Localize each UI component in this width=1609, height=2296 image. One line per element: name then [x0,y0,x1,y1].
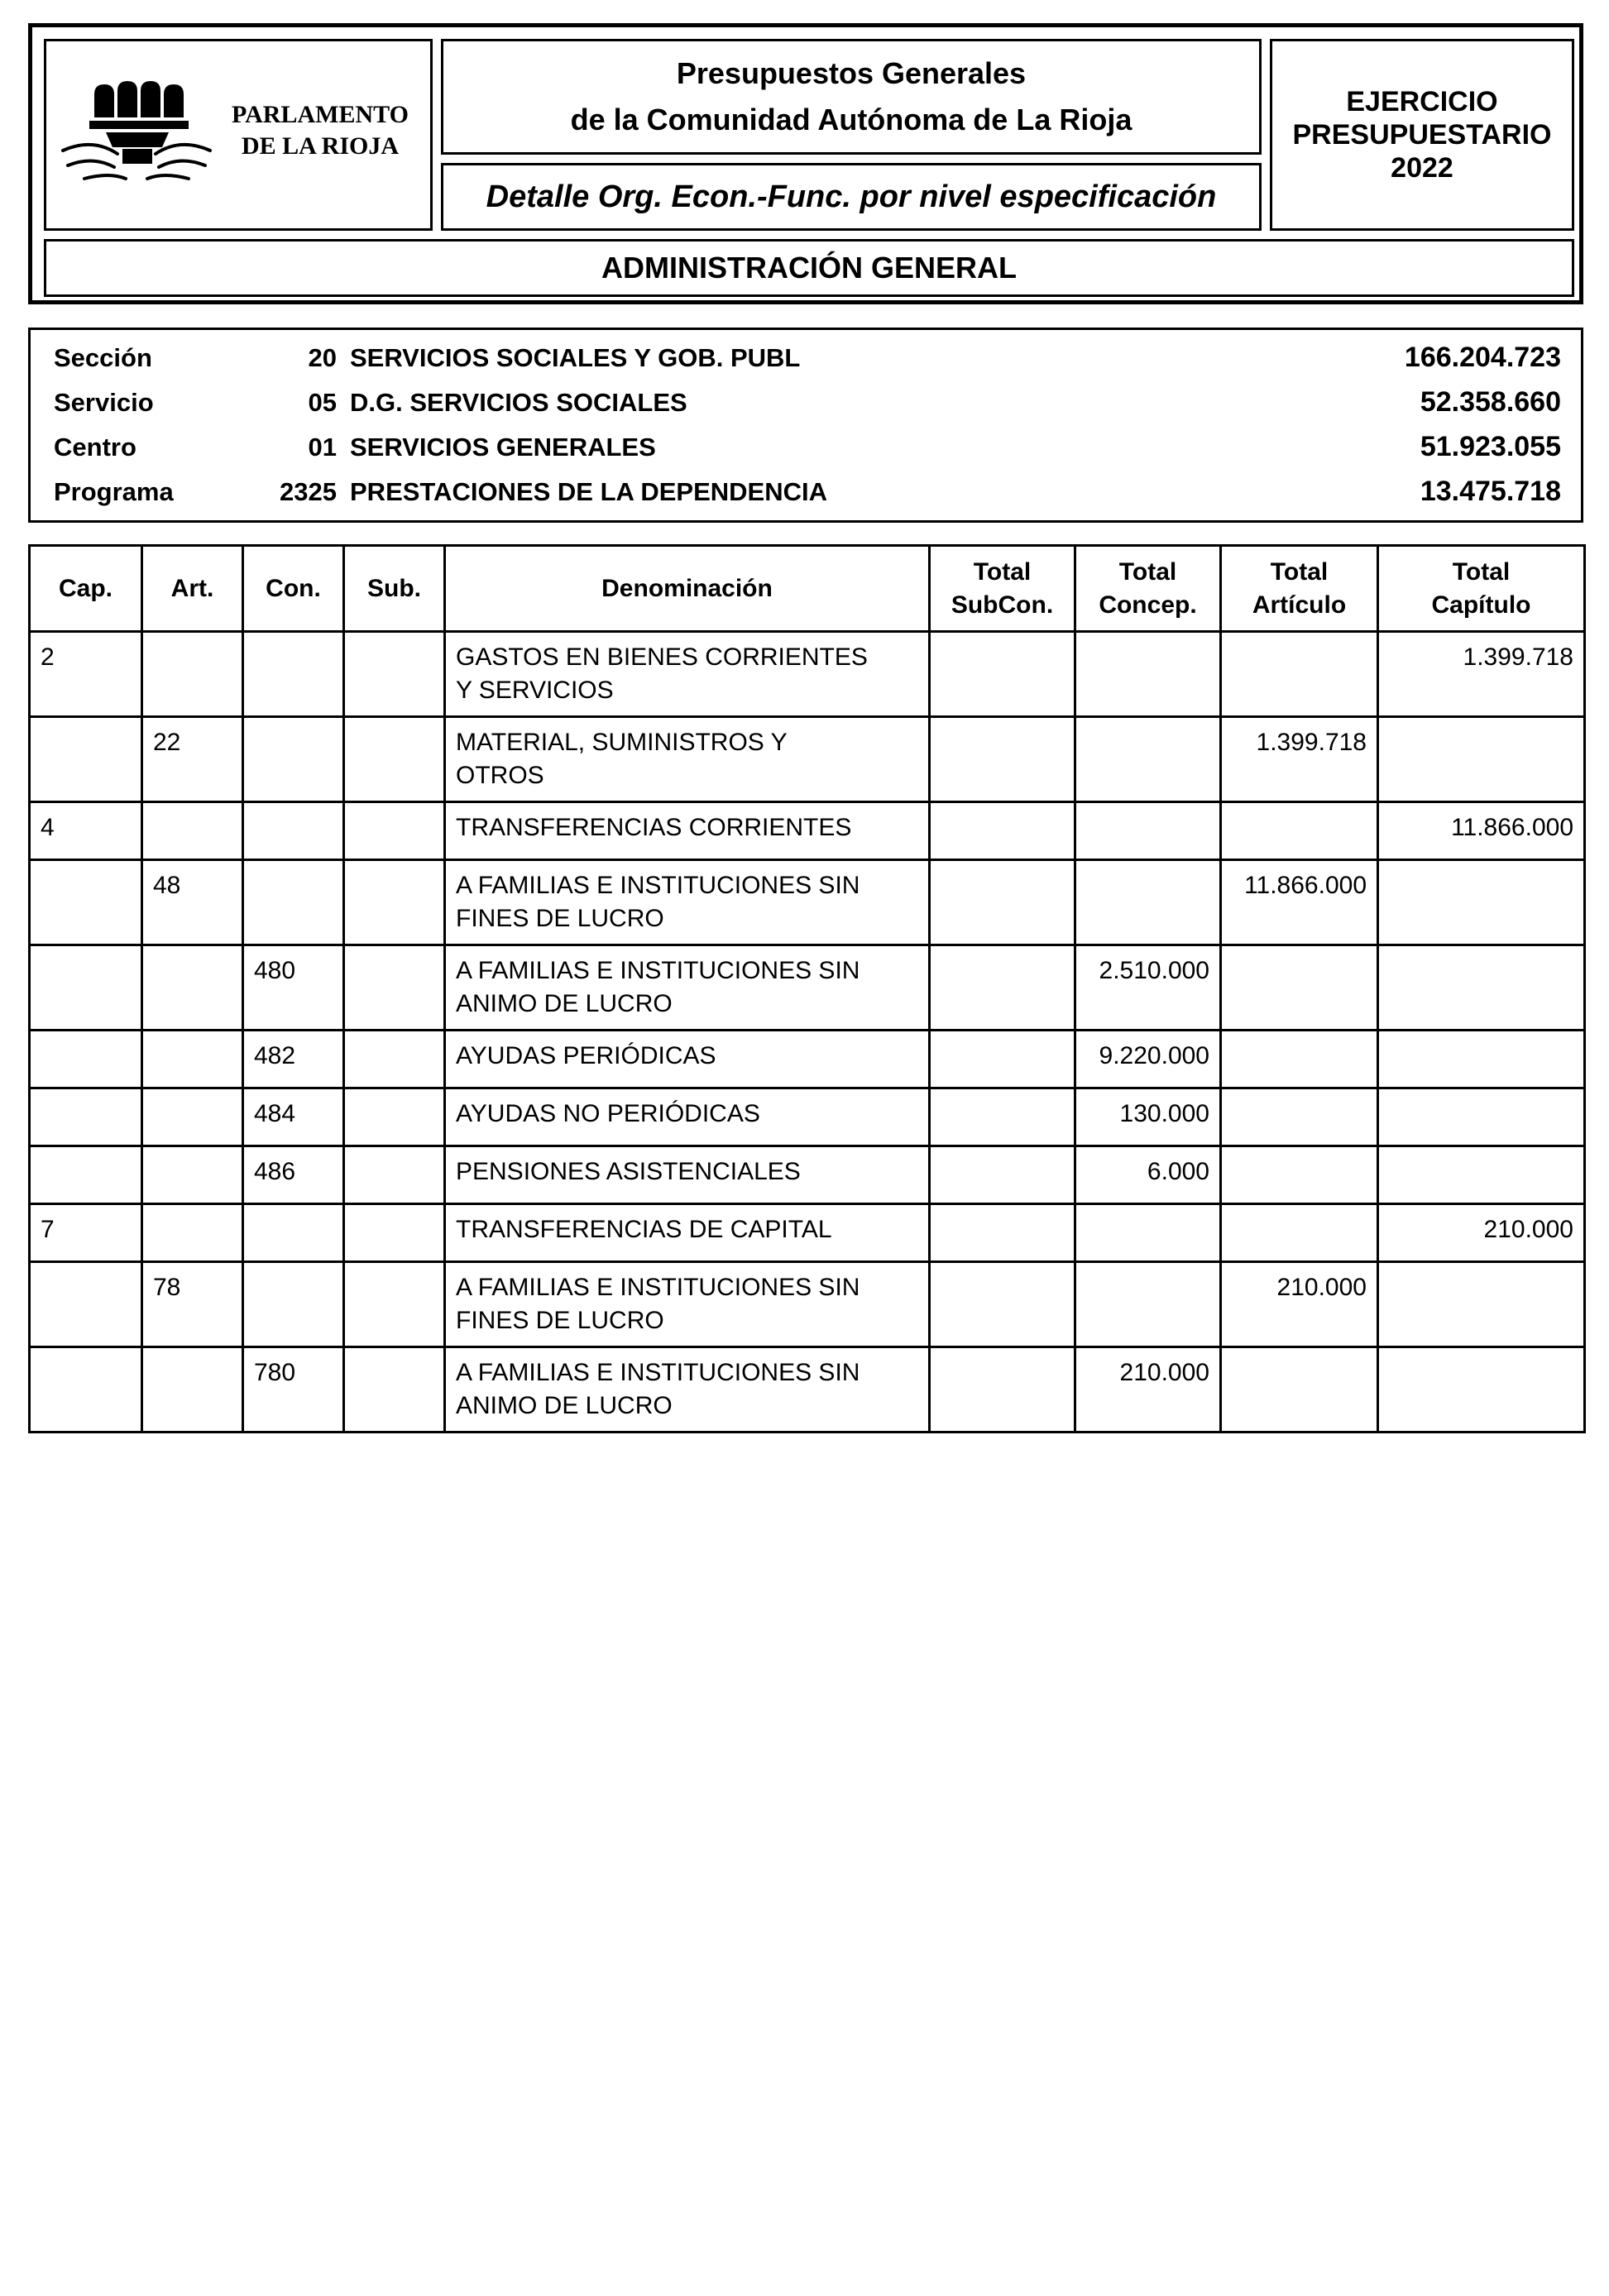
cell-sub [344,632,445,717]
cell-con: 484 [243,1088,344,1146]
cell-art [142,1088,243,1146]
cell-total-capitulo [1378,1347,1585,1433]
cell-total-articulo [1221,802,1378,860]
document-title-line1: Presupuestos Generales [676,56,1027,90]
cell-total-capitulo [1378,717,1585,802]
cell-total-subcon [930,717,1075,802]
cell-cap: 7 [30,1204,142,1262]
cell-total-concep [1075,860,1221,945]
cell-total-articulo [1221,1347,1378,1433]
cell-denominacion: A FAMILIAS E INSTITUCIONES SIN ANIMO DE LUCRO [445,945,930,1031]
cell-total-concep [1075,1262,1221,1347]
cell-total-capitulo [1378,1262,1585,1347]
budget-summary [28,328,1583,523]
column-header-cap: Cap. [30,546,142,632]
document-title-panel [441,39,1262,155]
cell-total-articulo [1221,632,1378,717]
cell-cap: 2 [30,632,142,717]
summary-code: 2325 [280,477,337,506]
column-header-sub: Sub. [344,546,445,632]
cell-sub [344,860,445,945]
cell-total-capitulo: 210.000 [1378,1204,1585,1262]
cell-denominacion: A FAMILIAS E INSTITUCIONES SIN FINES DE LUCRO [445,860,930,945]
cell-total-concep [1075,802,1221,860]
parliament-name [212,99,429,162]
table-row [30,1146,1585,1204]
cell-con [243,802,344,860]
cell-total-subcon [930,945,1075,1031]
cell-sub [344,1088,445,1146]
summary-row-programa [31,471,1581,515]
table-row [30,1088,1585,1146]
column-header-total-subcon: Total SubCon. [930,546,1075,632]
cell-cap: 4 [30,802,142,860]
summary-label: Centro [54,433,136,462]
cell-denominacion: AYUDAS NO PERIÓDICAS [445,1088,930,1146]
fiscal-year-label-line1: EJERCICIO [1346,86,1498,117]
summary-name: D.G. SERVICIOS SOCIALES [350,388,687,417]
cell-sub [344,717,445,802]
summary-row-seccion [31,337,1581,381]
summary-name: PRESTACIONES DE LA DEPENDENCIA [350,477,828,506]
cell-total-capitulo [1378,1031,1585,1088]
parliament-name-line1: PARLAMENTO [232,101,409,128]
cell-total-subcon [930,1146,1075,1204]
cell-total-subcon [930,1262,1075,1347]
cell-con [243,860,344,945]
cell-total-concep [1075,632,1221,717]
table-row [30,1262,1585,1347]
summary-name: SERVICIOS GENERALES [350,433,656,462]
cell-total-articulo: 210.000 [1221,1262,1378,1347]
cell-cap [30,945,142,1031]
summary-name: SERVICIOS SOCIALES Y GOB. PUBL [350,343,801,372]
cell-con: 486 [243,1146,344,1204]
cell-total-articulo [1221,1088,1378,1146]
summary-amount: 51.923.055 [1420,431,1561,462]
summary-amount: 166.204.723 [1404,342,1561,373]
document-subtitle: Detalle Org. Econ.-Func. por nivel especificación [486,179,1217,214]
section-title-panel [44,239,1574,297]
cell-con: 780 [243,1347,344,1433]
table-row [30,717,1585,802]
parliament-logo-icon [60,79,213,192]
column-header-denominacion: Denominación [445,546,930,632]
table-row [30,632,1585,717]
cell-art [142,1347,243,1433]
logo-panel [44,39,433,231]
cell-total-concep [1075,1204,1221,1262]
cell-art: 22 [142,717,243,802]
cell-cap [30,1262,142,1347]
table-header-row [30,546,1585,632]
cell-total-subcon [930,1088,1075,1146]
cell-sub [344,802,445,860]
fiscal-year-label-line2: PRESUPUESTARIO [1292,119,1552,151]
table-row [30,802,1585,860]
cell-con [243,1262,344,1347]
cell-art: 48 [142,860,243,945]
summary-label: Sección [54,343,152,372]
cell-denominacion: TRANSFERENCIAS DE CAPITAL [445,1204,930,1262]
cell-total-capitulo [1378,1146,1585,1204]
document-header [28,23,1583,304]
table-row [30,860,1585,945]
cell-total-capitulo [1378,860,1585,945]
cell-denominacion: MATERIAL, SUMINISTROS Y OTROS [445,717,930,802]
cell-denominacion: GASTOS EN BIENES CORRIENTES Y SERVICIOS [445,632,930,717]
section-title: ADMINISTRACIÓN GENERAL [601,251,1017,285]
document-subtitle-panel [441,163,1262,231]
summary-label: Servicio [54,388,154,417]
cell-total-articulo [1221,945,1378,1031]
cell-total-capitulo [1378,1088,1585,1146]
summary-label: Programa [54,477,174,506]
summary-row-centro [31,426,1581,471]
cell-art: 78 [142,1262,243,1347]
cell-total-articulo: 1.399.718 [1221,717,1378,802]
summary-amount: 52.358.660 [1420,386,1561,418]
cell-total-subcon [930,1347,1075,1433]
cell-art [142,1031,243,1088]
summary-code: 05 [308,388,337,417]
cell-denominacion: TRANSFERENCIAS CORRIENTES [445,802,930,860]
cell-total-capitulo [1378,945,1585,1031]
parliament-name-line2: DE LA RIOJA [241,132,400,160]
cell-denominacion: AYUDAS PERIÓDICAS [445,1031,930,1088]
cell-denominacion: A FAMILIAS E INSTITUCIONES SIN ANIMO DE LUCRO [445,1347,930,1433]
cell-cap [30,1347,142,1433]
cell-total-articulo: 11.866.000 [1221,860,1378,945]
cell-total-capitulo: 11.866.000 [1378,802,1585,860]
cell-total-subcon [930,1031,1075,1088]
cell-denominacion: PENSIONES ASISTENCIALES [445,1146,930,1204]
summary-code: 20 [308,343,337,372]
table-row [30,945,1585,1031]
cell-con [243,632,344,717]
cell-total-concep: 6.000 [1075,1146,1221,1204]
summary-row-servicio [31,381,1581,426]
cell-con [243,717,344,802]
cell-sub [344,1204,445,1262]
cell-total-articulo [1221,1031,1378,1088]
cell-total-concep [1075,717,1221,802]
fiscal-year-panel [1270,39,1574,231]
summary-amount: 13.475.718 [1420,476,1561,507]
cell-con: 482 [243,1031,344,1088]
cell-sub [344,1347,445,1433]
table-row [30,1204,1585,1262]
cell-total-subcon [930,1204,1075,1262]
cell-total-articulo [1221,1146,1378,1204]
cell-total-concep: 2.510.000 [1075,945,1221,1031]
cell-total-concep: 130.000 [1075,1088,1221,1146]
fiscal-year: 2022 [1391,152,1453,184]
cell-art [142,1204,243,1262]
cell-con [243,1204,344,1262]
cell-total-concep: 9.220.000 [1075,1031,1221,1088]
cell-cap [30,860,142,945]
column-header-total-articulo: Total Artículo [1221,546,1378,632]
cell-total-subcon [930,802,1075,860]
cell-cap [30,1031,142,1088]
cell-cap [30,717,142,802]
budget-detail-table [28,544,1586,1433]
cell-sub [344,1262,445,1347]
cell-art [142,802,243,860]
cell-sub [344,1146,445,1204]
document-title-line2: de la Comunidad Autónoma de La Rioja [570,103,1133,136]
cell-denominacion: A FAMILIAS E INSTITUCIONES SIN FINES DE LUCRO [445,1262,930,1347]
cell-cap [30,1088,142,1146]
table-row [30,1347,1585,1433]
cell-art [142,945,243,1031]
cell-cap [30,1146,142,1204]
cell-con: 480 [243,945,344,1031]
cell-sub [344,1031,445,1088]
summary-code: 01 [308,433,337,462]
column-header-total-concep: Total Concep. [1075,546,1221,632]
table-row [30,1031,1585,1088]
column-header-con: Con. [243,546,344,632]
cell-art [142,632,243,717]
column-header-total-capitulo: Total Capítulo [1378,546,1585,632]
cell-total-concep: 210.000 [1075,1347,1221,1433]
cell-total-capitulo: 1.399.718 [1378,632,1585,717]
cell-sub [344,945,445,1031]
column-header-art: Art. [142,546,243,632]
cell-art [142,1146,243,1204]
cell-total-subcon [930,860,1075,945]
cell-total-subcon [930,632,1075,717]
cell-total-articulo [1221,1204,1378,1262]
